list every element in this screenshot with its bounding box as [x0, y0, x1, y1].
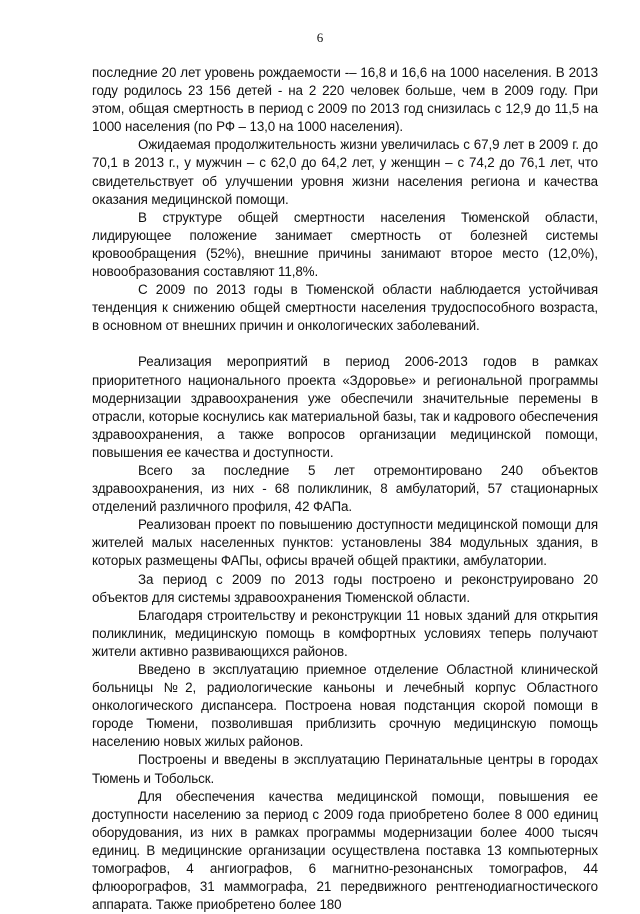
document-body — [92, 64, 598, 914]
page-number: 6 — [316, 30, 324, 45]
paragraph-renovated-objects: Всего за последние 5 лет отремонтировано 240 объектов здравоохранения, из них - 68 поликлиник, 8 амбулаторий, 57 стационарных отделений различного профиля, 42 ФАПа. — [92, 462, 598, 515]
paragraph-hospital-units: Введено в эксплуатацию приемное отделение Областной клинической больницы №2, радиологические каньоны и лечебный корпус Областного онкологического диспансера. Построена новая подстанция скорой помощи в городе Тюмени, позволившая приблизить срочную медицинскую помощь населению новых жилых районов. — [92, 662, 598, 750]
paragraph-birth-rate: последние 20 лет уровень рождаемости -– 16,8 и 16,6 на 1000 населения. В 2013 году родилось 23 156 детей - на 2 220 человек больше, чем в 2009 году. При этом, общая смертность в период с 2009 по 2013 год снизилась с 12,9 до 11,5 на 1000 населения (по РФ – 13,0 на 1000 населения). — [92, 65, 598, 135]
paragraph-new-polyclinics: Благодаря строительству и реконструкции 11 новых зданий для открытия поликлиник, медицинскую помощь в комфортных условиях теперь получают жители активно развивающихся районов. — [92, 607, 598, 659]
paragraph-life-expectancy: Ожидаемая продолжительность жизни увеличилась с 67,9 лет в 2009 г. до 70,1 в 2013 г., у мужчин – с 62,0 до 64,2 лет, у женщин – с 74,2 до 76,1 лет, что свидетельствует об улучшении уровня жизни населения региона и качества оказания медицинской помощи. — [92, 137, 598, 207]
paragraph-project-implementation: Реализация мероприятий в период 2006-2013 годов в рамках приоритетного национального проекта «Здоровье» и региональной программы модернизации здравоохранения уже обеспечили значительные перемены в отрасли, которые коснулись как материальной базы, так и кадрового обеспечения здравоохранения, а также вопросов организации медицинской помощи, повышения ее качества и доступности. — [92, 354, 599, 460]
paragraph-modular-buildings: Реализован проект по повышению доступности медицинской помощи для жителей малых населенных пунктов: установлены 384 модульных здания, в которых размещены ФАПы, офисы врачей общей практики, амбулатории. — [92, 517, 598, 569]
paragraph-working-age-mortality: С 2009 по 2013 годы в Тюменской области наблюдается устойчивая тенденция к снижению общей смертности населения трудоспособного возраста, в основном от внешних причин и онкологических заболеваний. — [92, 282, 598, 334]
paragraph-perinatal-centers: Построены и введены в эксплуатацию Перинатальные центры в городах Тюмень и Тобольск. — [92, 752, 598, 786]
paragraph-equipment: Для обеспечения качества медицинской помощи, повышения ее доступности населению за период с 2009 года приобретено более 8 000 единиц оборудования, из них в рамках программы модернизации более 4000 тысяч единиц. В медицинские организации осуществлена поставка 13 компьютерных томографов, 4 ангиографов, 6 магнитно-резонансных томографов, 44 флюорографов, 31 маммографа, 21 передвижного рентгенодиагностического аппарата. Также приобретено более 180 — [92, 788, 598, 913]
paragraph-mortality-structure: В структуре общей смертности населения Тюменской области, лидирующее положение занимает смертность от болезней системы кровообращения (52%), внешние причины занимают второе место (12,0%), новообразования составляют 11,8%. — [92, 209, 598, 280]
paragraph-constructed-objects: За период с 2009 по 2013 годы построено и реконструировано 20 объектов для системы здравоохранения Тюменской области. — [92, 571, 598, 605]
